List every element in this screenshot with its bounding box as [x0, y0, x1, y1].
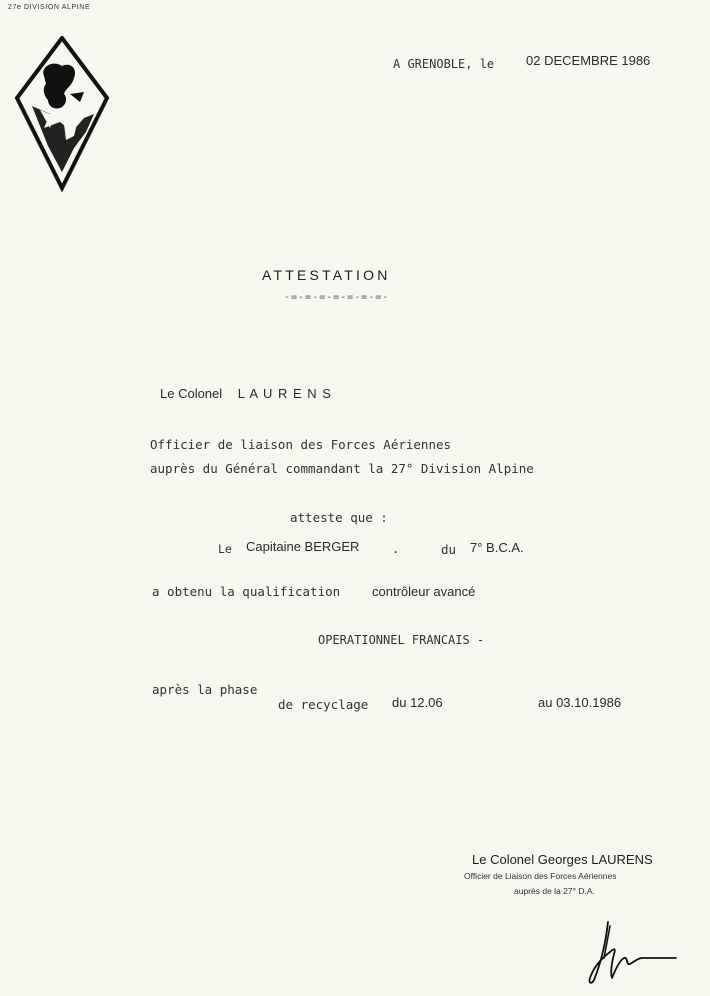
phase-to-date: au 03.10.1986: [538, 695, 622, 710]
issuer-line: [160, 386, 332, 401]
phase-intro: après la phase: [152, 682, 258, 697]
subject-separator: .: [392, 542, 400, 556]
subject-du: du: [441, 542, 457, 557]
subject-name: Capitaine BERGER: [246, 539, 360, 554]
qualification-detail: OPERATIONNEL FRANCAIS -: [318, 633, 485, 647]
phase-type: de recyclage: [278, 697, 369, 712]
subject-unit: 7° B.C.A.: [470, 540, 524, 555]
signatory-title-line1: Officier de Liaison des Forces Aériennes: [464, 871, 617, 881]
letter-date: 02 DECEMBRE 1986: [526, 53, 651, 68]
alpine-division-insignia-icon: [14, 36, 110, 192]
issuer-role-line2: auprès du Général commandant la 27° Division Alpine: [150, 461, 534, 476]
phase-from-date: du 12.06: [392, 695, 443, 710]
document-title: ATTESTATION: [262, 267, 391, 283]
qualification-name: contrôleur avancé: [372, 584, 476, 599]
division-header: 27e DIVISION ALPINE: [8, 4, 91, 11]
attests-that: atteste que :: [290, 510, 388, 525]
qualification-intro: a obtenu la qualification: [152, 584, 341, 599]
signatory-title-line2: auprès de la 27° D.A.: [514, 886, 595, 896]
letter-place: A GRENOBLE, le: [393, 57, 495, 71]
title-underline: -=-=-=-=-=-=-=-: [284, 292, 390, 303]
issuer-prefix: Le Colonel: [160, 386, 223, 401]
subject-article: Le: [218, 542, 232, 556]
issuer-name: L A U R E N S: [237, 386, 332, 401]
issuer-role-line1: Officier de liaison des Forces Aériennes: [150, 437, 452, 452]
signatory-name: Le Colonel Georges LAURENS: [472, 852, 653, 867]
handwritten-signature-icon: [580, 918, 680, 990]
